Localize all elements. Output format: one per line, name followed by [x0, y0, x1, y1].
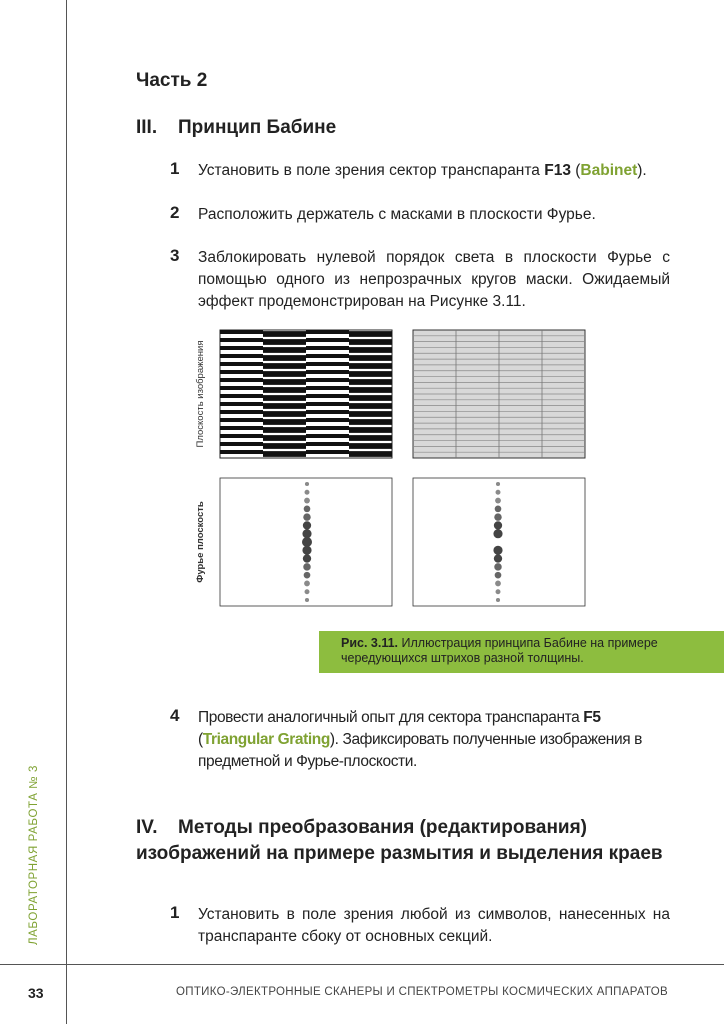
grating-bar — [220, 354, 263, 358]
fourier-spot — [305, 482, 309, 486]
sector-name: Triangular Grating — [202, 731, 330, 748]
step-3-1 — [170, 160, 670, 182]
section-title-line2: изображений на примере размытия и выделения краев — [136, 843, 663, 864]
fourier-spot — [495, 572, 502, 579]
grating-bar — [220, 402, 263, 406]
figure-ref: Рис. 3.11. — [341, 636, 399, 650]
fourier-spot — [305, 490, 310, 495]
sector-name: Babinet — [580, 162, 638, 179]
grating-bar — [306, 354, 349, 358]
svg-text:Плоскость изображения: Плоскость изображения — [195, 340, 206, 448]
fourier-spot — [494, 554, 502, 562]
grating-bar — [220, 362, 263, 366]
grating-bar — [263, 387, 306, 393]
fourier-spot — [304, 581, 310, 587]
grating-bar — [349, 395, 392, 401]
fourier-spot — [305, 598, 309, 602]
grating-bar — [220, 426, 263, 430]
fourier-spot — [495, 581, 501, 587]
fourier-spot — [303, 554, 311, 562]
grating-bar — [349, 347, 392, 353]
step-text: Расположить держатель с масками в плоскости Фурье. — [198, 206, 596, 223]
step-number: 1 — [170, 903, 180, 922]
grating-bar — [220, 418, 263, 422]
grating-bar — [263, 395, 306, 401]
grating-bar — [349, 371, 392, 377]
section-3-heading — [136, 115, 336, 141]
grating-bar — [306, 386, 349, 390]
grating-bar — [306, 346, 349, 350]
grating-bar — [220, 434, 263, 438]
fourier-spot — [304, 506, 311, 513]
page-number: 33 — [28, 985, 44, 1001]
grating-bar — [220, 442, 263, 446]
step-3-2 — [170, 204, 670, 226]
grating-bar — [220, 338, 263, 342]
grating-bar — [306, 370, 349, 374]
grating-bar — [220, 410, 263, 414]
figure-3-11 — [185, 328, 605, 608]
grating-bar — [220, 386, 263, 390]
grating-bar — [306, 410, 349, 414]
grating-bar — [263, 363, 306, 369]
fourier-spot — [493, 546, 502, 555]
panel-frame — [413, 478, 585, 606]
grating-bar — [306, 338, 349, 342]
svg-text:Фурье плоскость: Фурье плоскость — [195, 501, 206, 583]
fourier-spot — [494, 521, 502, 529]
sector-code: F13 — [544, 162, 571, 179]
grating-bar — [306, 402, 349, 406]
part-title: Часть 2 — [136, 70, 208, 91]
grating-bar — [263, 419, 306, 425]
grating-bar — [306, 394, 349, 398]
grating-bar — [263, 379, 306, 385]
fourier-spot — [303, 521, 311, 529]
fourier-spot — [494, 513, 501, 520]
step-text: Установить в поле зрения любой из символов, нанесенных на транспаранте сбоку от основных секций. — [198, 906, 670, 945]
grating-bar — [263, 371, 306, 377]
fourier-plane-blocked-panel — [413, 478, 585, 606]
fourier-spot — [496, 589, 501, 594]
fourier-spot — [302, 546, 311, 555]
fourier-spot — [493, 529, 502, 538]
fourier-spot — [495, 506, 502, 513]
grating-bar — [349, 379, 392, 385]
section-4-heading — [136, 815, 663, 867]
grating-bar — [263, 435, 306, 441]
grating-bar — [349, 355, 392, 361]
grating-bar — [306, 330, 349, 334]
fourier-spot — [302, 537, 312, 547]
grating-bar — [263, 339, 306, 345]
fourier-spot — [496, 482, 500, 486]
grating-bar — [220, 370, 263, 374]
image-plane-original-panel — [220, 330, 392, 458]
grating-bar — [220, 378, 263, 382]
fourier-spot — [304, 572, 311, 579]
grating-bar — [220, 330, 263, 334]
grating-bar — [306, 378, 349, 382]
grating-bar — [306, 450, 349, 454]
fourier-spot — [305, 589, 310, 594]
side-running-title: ЛАБОРАТОРНАЯ РАБОТА № 3 — [28, 764, 40, 945]
grating-bar — [220, 346, 263, 350]
step-number: 1 — [170, 159, 180, 178]
fourier-plane-original-panel — [220, 478, 392, 606]
caption-text: Иллюстрация принципа Бабине на примере чередующихся штрихов разной толщины. — [341, 636, 658, 665]
figure-caption — [319, 631, 724, 673]
step-text: Провести аналогичный опыт для сектора транспаранта F5 (Triangular Grating). Зафиксировать полученные изображения в предметной и Фурье-плоскости. — [198, 709, 642, 770]
fourier-spot — [494, 563, 501, 570]
grating-bar — [306, 362, 349, 366]
step-text: Заблокировать нулевой порядок света в плоскости Фурье с помощью одного из непрозрачных кругов маски. Ожидаемый эффект продемонстрирован на Рисунке 3.11. — [198, 249, 670, 310]
grating-bar — [306, 418, 349, 422]
grating-bar — [263, 403, 306, 409]
step-3-4 — [170, 707, 670, 773]
left-margin-rule — [66, 0, 67, 1024]
step-number: 4 — [170, 706, 180, 725]
footer-rule — [0, 964, 724, 965]
grating-bar — [263, 411, 306, 417]
grating-bar — [349, 331, 392, 337]
fourier-spot — [303, 513, 310, 520]
section-number: III. — [136, 117, 158, 138]
grating-bar — [349, 427, 392, 433]
step-4-1 — [170, 904, 670, 948]
grating-bar — [349, 419, 392, 425]
step-number: 2 — [170, 203, 180, 222]
image-plane-blocked-panel — [413, 330, 585, 458]
grating-bar — [349, 451, 392, 457]
grating-bar — [263, 355, 306, 361]
grating-bar — [263, 451, 306, 457]
grating-bar — [349, 435, 392, 441]
grating-bar — [263, 331, 306, 337]
fourier-plane-label — [195, 501, 206, 583]
step-text: Установить в поле зрения сектор транспаранта F13 (Babinet). — [198, 162, 647, 179]
fourier-spot — [304, 498, 310, 504]
image-plane-label — [195, 341, 206, 448]
sector-code: F5 — [583, 709, 601, 726]
fourier-spot — [496, 598, 500, 602]
grating-bar — [349, 411, 392, 417]
fourier-spot — [496, 490, 501, 495]
grating-bar — [306, 426, 349, 430]
section-number: IV. — [136, 817, 158, 838]
grating-bar — [349, 403, 392, 409]
grating-bar — [306, 434, 349, 438]
grating-bar — [220, 394, 263, 398]
grating-bar — [349, 339, 392, 345]
grating-bar — [263, 443, 306, 449]
grating-bar — [220, 450, 263, 454]
grating-bar — [349, 443, 392, 449]
fourier-spot — [303, 563, 310, 570]
fourier-spot — [495, 498, 501, 504]
section-title-line1: Методы преобразования (редактирования) — [178, 817, 588, 838]
grating-bar — [349, 363, 392, 369]
grating-bar — [263, 427, 306, 433]
fourier-spot — [302, 529, 311, 538]
step-number: 3 — [170, 246, 180, 265]
section-title: Принцип Бабине — [178, 117, 337, 138]
footer-running-title: ОПТИКО-ЭЛЕКТРОННЫЕ СКАНЕРЫ И СПЕКТРОМЕТРЫ КОСМИЧЕСКИХ АППАРАТОВ — [176, 986, 668, 998]
grating-bar — [349, 387, 392, 393]
step-3-3 — [170, 247, 670, 313]
grating-bar — [263, 347, 306, 353]
grating-bar — [306, 442, 349, 446]
